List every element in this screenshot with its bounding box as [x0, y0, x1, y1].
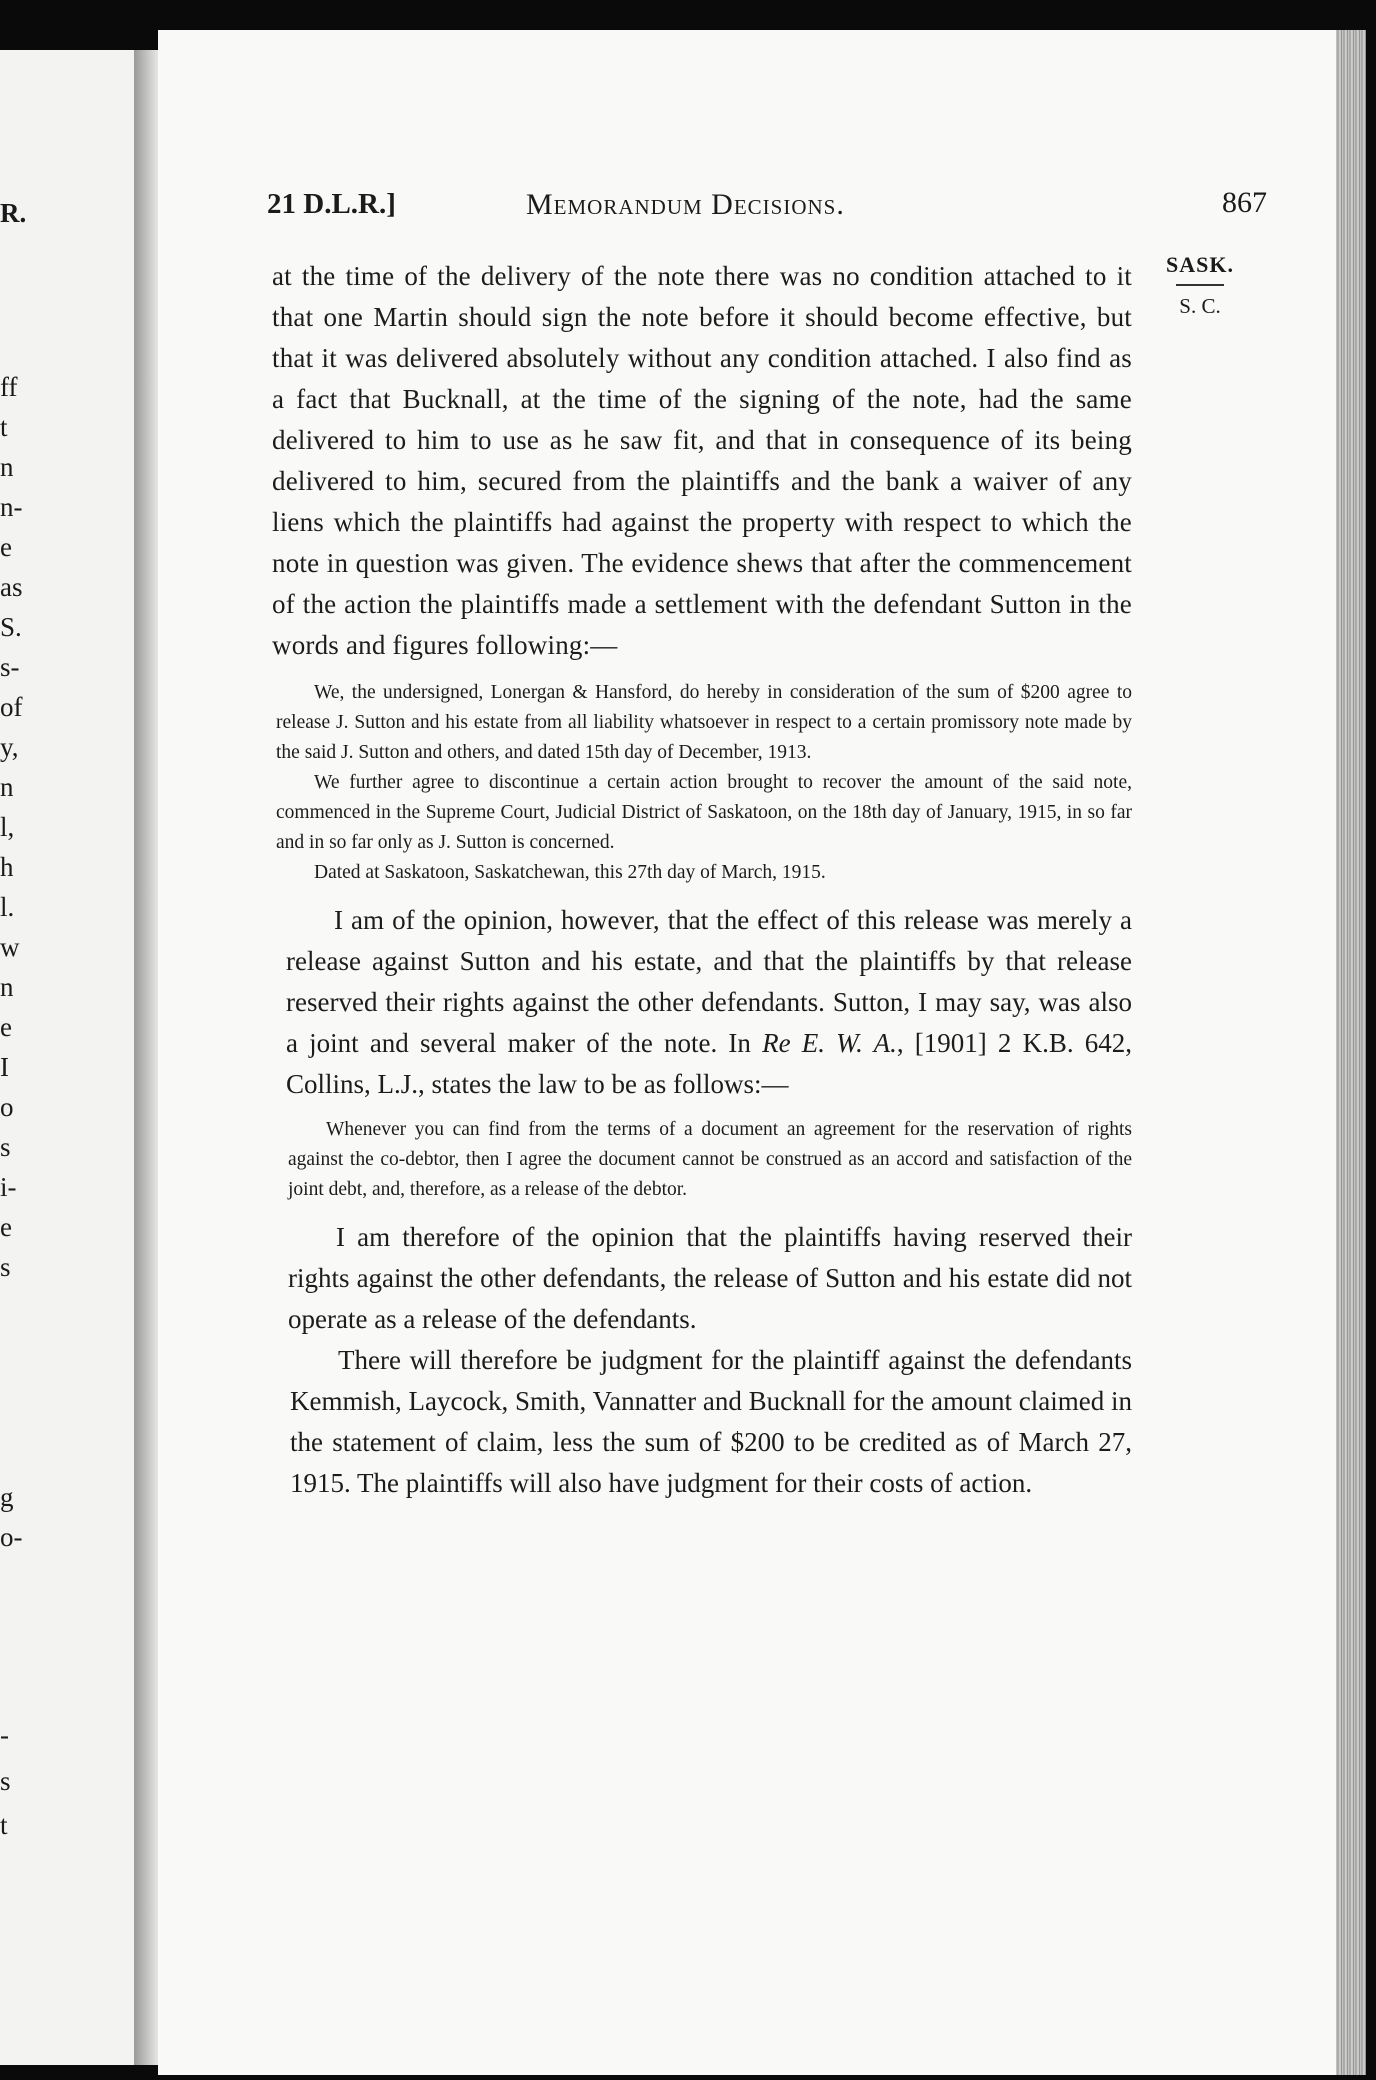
page-number: 867 — [1222, 186, 1267, 219]
facing-page-fragment: ff — [0, 372, 18, 402]
facing-page-fragment: w — [0, 932, 20, 962]
facing-page-fragment: h — [0, 852, 14, 882]
running-title: Memorandum Decisions. — [526, 188, 845, 221]
facing-page-fragment: R. — [0, 198, 27, 228]
p2-end: , [1901] 2 K.B. 642, Collins, L.J., states the law to be as follows:— — [286, 1028, 1132, 1099]
facing-page-fragment: y, — [0, 732, 19, 762]
facing-page-fragment: I — [0, 1052, 9, 1082]
paragraph-conclusion: I am therefore of the opinion that the plaintiffs having reserved their rights against the other defendants, the release of Sutton and his estate did not operate as a release of the defendants. — [288, 1222, 1132, 1334]
facing-page-fragment: t — [0, 1810, 8, 1840]
facing-page-fragment: t — [0, 412, 8, 442]
facing-page-fragment: n- — [0, 492, 23, 522]
facing-page-fragment: g — [0, 1482, 14, 1512]
margin-note — [1160, 252, 1240, 319]
facing-page-fragment: s — [0, 1132, 11, 1162]
facing-page-fragment: s — [0, 1766, 11, 1796]
facing-page-fragment: s — [0, 1252, 11, 1282]
quoted-collins-lj: Whenever you can find from the terms of a document an agreement for the reservation of rights against the co-debtor, then I agree the document cannot be construed as an accord and satisfaction of the joint debt, and, therefore, as a release of the debtor. — [288, 1119, 1132, 1200]
jurisdiction-label: SASK. — [1166, 252, 1234, 277]
p2-start: I am of the opinion, however, that the effect of this release was merely a release against Sutton and his estate, and that the plaintiffs by that release reserved their rights against the other defendants. Sutton, I may say, was also a joint and several maker of the note. In — [286, 905, 1132, 1058]
quoted-discontinuance-clause: We further agree to discontinue a certain action brought to recover the amount of the said note, commenced in the Supreme Court, Judicial District of Saskatoon, on the 18th day of January, 1915, in so far and in so far only as J. Sutton is concerned. — [276, 772, 1132, 853]
facing-page-text-fragments — [0, 50, 30, 2065]
facing-page-edge — [0, 50, 136, 2065]
margin-rule — [1176, 284, 1224, 286]
volume-reference: 21 D.L.R.] — [267, 188, 396, 220]
facing-page-fragment: n — [0, 772, 14, 802]
facing-page-fragment: i- — [0, 1172, 17, 1202]
paragraph-judgment: There will therefore be judgment for the plaintiff against the defendants Kemmish, Laycock, Smith, Vannatter and Bucknall for the amount claimed in the statement of claim, less the sum of $200 to be credited as of March 27, 1915. The plaintiffs will also have judgment for their costs of action. — [290, 1345, 1132, 1498]
paragraph-findings: at the time of the delivery of the note there was no condition attached to it that one Martin should sign the note before it should become effective, but that it was delivered absolutely without any condition attached. I also find as a fact that Bucknall, at the time of the signing of the note, had the same delivered to him to use as he saw fit, and that in consequence of its being delivered to him, secured from the plaintiffs and the bank a waiver of any liens which the plaintiffs had against the property with respect to which the note in question was given. The evidence shews that after the commencement of the action the plaintiffs made a settlement with the defendant Sutton in the words and figures following:— — [272, 261, 1132, 660]
facing-page-fragment: as — [0, 572, 23, 602]
page-edge-stack — [1336, 30, 1366, 2075]
facing-page-fragment: l. — [0, 892, 15, 922]
facing-page-fragment: o- — [0, 1522, 23, 1552]
facing-page-fragment: - — [0, 1720, 9, 1750]
book-gutter — [134, 50, 158, 2065]
court-label: S. C. — [1179, 294, 1221, 318]
facing-page-fragment: of — [0, 692, 23, 722]
facing-page-fragment: e — [0, 1012, 12, 1042]
quoted-release-clause: We, the undersigned, Lonergan & Hansford, do hereby in consideration of the sum of $200 agree to release J. Sutton and his estate from all liability whatsoever in respect to a certain promissory note made by the said J. Sutton and others, and dated 15th day of December, 1913. — [276, 682, 1132, 763]
body-text — [272, 256, 1132, 1504]
facing-page-fragment: n — [0, 452, 14, 482]
facing-page-fragment: e — [0, 1212, 12, 1242]
facing-page-fragment: n — [0, 972, 14, 1002]
facing-page-fragment: S. — [0, 612, 22, 642]
paragraph-opinion-release — [272, 900, 1132, 1105]
quoted-dated-line: Dated at Saskatoon, Saskatchewan, this 27th day of March, 1915. — [314, 862, 826, 883]
facing-page-fragment: s- — [0, 652, 20, 682]
case-citation: Re E. W. A. — [762, 1028, 897, 1058]
facing-page-fragment: e — [0, 532, 12, 562]
facing-page-fragment: l, — [0, 812, 15, 842]
facing-page-fragment: o — [0, 1092, 14, 1122]
